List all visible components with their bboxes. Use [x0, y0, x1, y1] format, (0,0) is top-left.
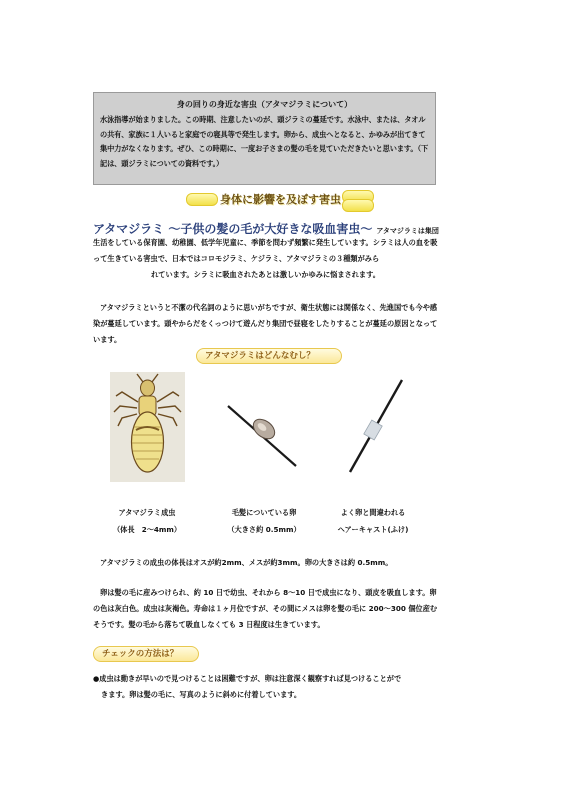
paragraph-lice-overview [93, 235, 438, 283]
paragraph-spread: アタマジラミというと不潔の代名詞のように思いがちですが、衛生状態には関係なく、先進国でも今や感染が蔓延しています。頭やからだをくっつけて遊んだり集団で昼寝をしたりすることが蔓延の原因となっています。 [93, 303, 438, 344]
paragraph-lice-overview-body: 生活をしている保育園、幼稚園、低学年児童に、季節を問わず頻繁に発生しています。シラミは人の血を吸って生きている害虫で、日本ではコロモジラミ、ケジラミ、アタマジラミの３種類がみら [93, 238, 438, 263]
louse-adult-photo [110, 372, 185, 482]
check-method-line1: ●成虫は動きが早いので見つけることは困難ですが、卵は注意深く観察すれば見つけることがで [93, 674, 402, 683]
section-banner [186, 188, 376, 210]
intro-body: 水泳指導が始まりました。この時期、注意したいのが、頭ジラミの蔓延です。水泳中、または、タオルの共有、家族に１人いると家庭での寝具等で発生します。卵から、成虫へとなると、かゆみが出てきて集中力がなくなります。ぜひ、この時期に、一度お子さまの髪の毛を見ていただきたいと思います。（下記は、頭ジラミについての資料です。） [100, 115, 429, 168]
caption-adult-louse [112, 504, 182, 538]
egg-on-hair-photo [224, 384, 304, 469]
caption-adult-louse-size: （体長 2～4mm） [112, 525, 182, 534]
paragraph-lice-overview-last: れています。シラミに吸血されたあとは激しいかゆみに悩まされます。 [151, 270, 380, 279]
tag-what-is-lice: アタマジラミはどんなむし？ [196, 348, 342, 364]
section-heading: アタマジラミ ～子供の髪の毛が大好きな吸血害虫～ [93, 222, 373, 236]
hair-cast-photo [340, 376, 410, 476]
yellow-pill-left-icon [186, 193, 218, 206]
caption-hair-cast [333, 504, 413, 538]
caption-hair-cast-title: よく卵と間違われる [340, 508, 406, 517]
heading-tail-text: アタマジラミは集団 [376, 227, 439, 235]
caption-egg-title: 毛髪についている卵 [231, 508, 297, 517]
caption-hair-cast-name: ヘアーキャスト(ふけ) [337, 525, 409, 534]
check-method-line2: きます。卵は髪の毛に、写真のように斜めに付着しています。 [101, 690, 302, 699]
caption-egg [224, 504, 304, 538]
caption-egg-size: （大きさ約 0.5mm） [227, 525, 301, 534]
caption-adult-louse-title: アタマジラミ成虫 [118, 508, 176, 517]
paragraph-check-method [93, 671, 438, 703]
yellow-pill-right-bottom-icon [342, 199, 374, 212]
intro-title: 身の回りの身近な害虫（アタマジラミについて） [176, 100, 353, 109]
tag-how-to-check: チェックの方法は？ [93, 646, 199, 662]
paragraph-lifecycle: 卵は髪の毛に産みつけられ、約 10 日で幼虫、それから 8～10 日で成虫になり、頭皮を吸血します。卵の色は灰白色。成虫は灰褐色。寿命は１ヶ月位ですが、その間にメスは卵を髪の毛に 200～300 個位産むそうです。髪の毛から落ちて吸血しなくても 3 日程度は生きています。 [93, 588, 438, 629]
intro-box [93, 92, 436, 185]
banner-text: 身体に影響を及ぼす害虫 [220, 193, 341, 206]
louse-icon [110, 372, 185, 482]
paragraph-size: アタマジラミの成虫の体長はオスが約2mm、メスが約3mm。卵の大きさは約 0.5mm。 [100, 558, 393, 567]
